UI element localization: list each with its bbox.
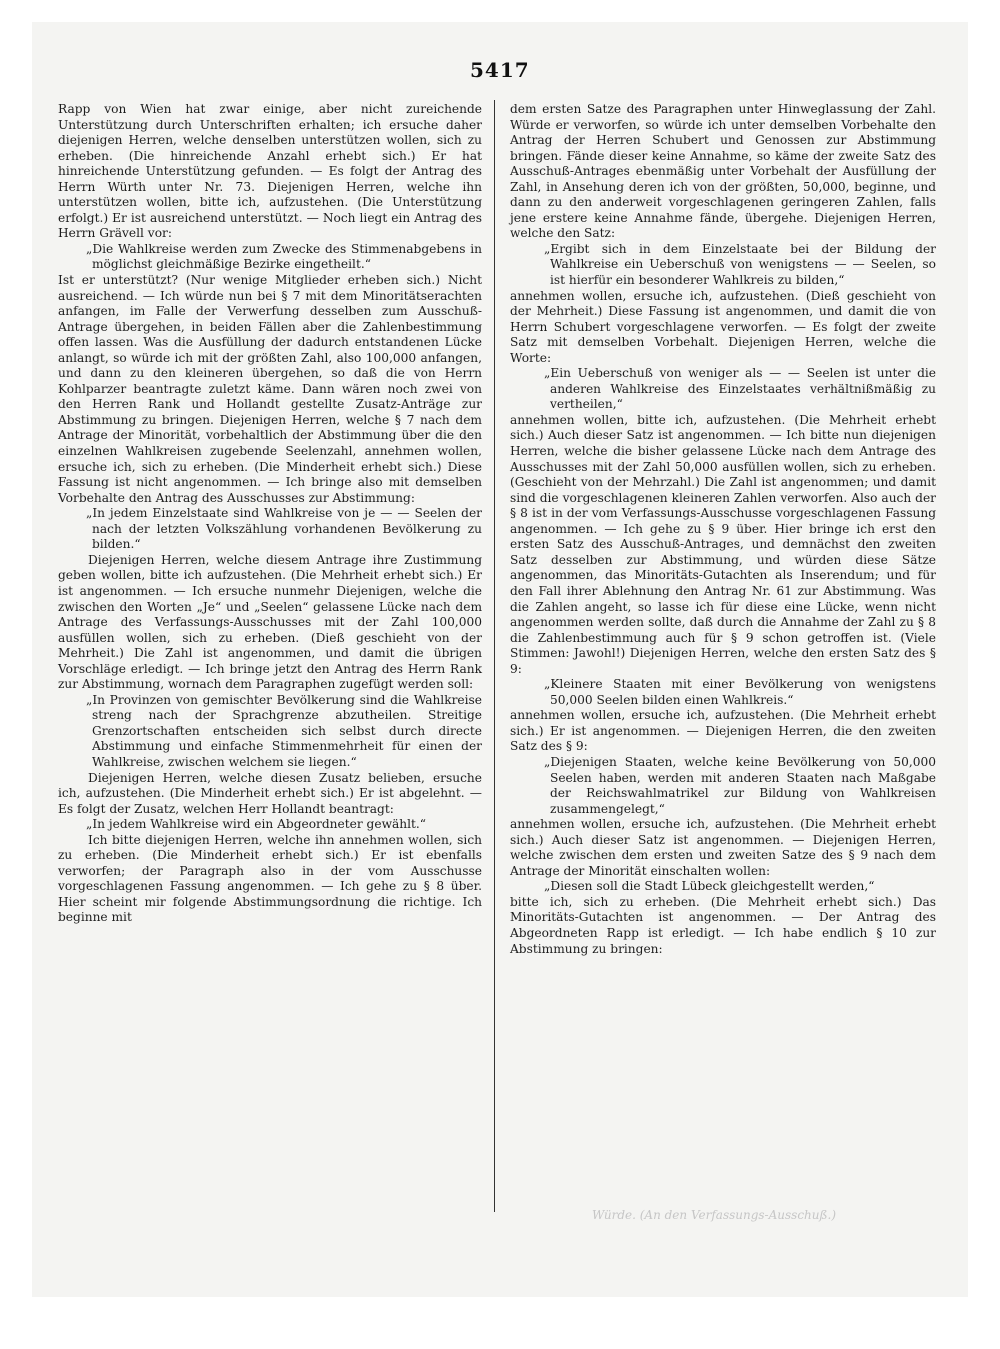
column-divider bbox=[494, 100, 495, 1212]
bleed-through-text: Würde. (An den Verfassungs-Ausschuß.) bbox=[592, 1208, 837, 1222]
paragraph: annehmen wollen, ersuche ich, aufzustehen. (Die Mehrheit erhebt sich.) Auch dieser Satz ist angenommen. — Diejenigen Herren, welche zwischen dem ersten und zweiten Satze des § 9 nach dem Antrage der Minorität einschalten wollen: bbox=[510, 817, 936, 878]
quoted-motion: „Diejenigen Staaten, welche keine Bevölkerung von 50,000 Seelen haben, werden mit anderen Staaten nach Maßgabe der Reichswahlmatrikel zur Bildung von Wahlkreisen zusammengelegt,“ bbox=[544, 754, 936, 816]
quoted-motion: „Ein Ueberschuß von weniger als — — Seelen ist unter die anderen Wahlkreise des Einzelstaates verhältnißmäßig zu vertheilen,“ bbox=[544, 366, 936, 412]
quoted-motion: „In Provinzen von gemischter Bevölkerung sind die Wahlkreise streng nach der Sprachgrenze abzutheilen. Streitige Grenzortschaften entscheiden sich selbst durch directe Abstimmung und einfache Stimmenmehrheit für einen der Wahlkreise, zwischen welchem sie liegen.“ bbox=[86, 692, 482, 769]
quoted-motion: „Die Wahlkreise werden zum Zwecke des Stimmenabgebens in möglichst gleichmäßige Bezirke eingetheilt.“ bbox=[86, 241, 482, 272]
quoted-motion: „Diesen soll die Stadt Lübeck gleichgestellt werden,“ bbox=[544, 879, 875, 894]
quoted-motion: „In jedem Wahlkreise wird ein Abgeordneter gewählt.“ bbox=[86, 817, 427, 832]
page-number: 5417 bbox=[470, 58, 530, 82]
paragraph: Rapp von Wien hat zwar einige, aber nicht zureichende Unterstützung durch Unterschriften erhalten; ich ersuche daher diejenigen Herren, welche denselben unterstützen wollen, sich zu erheben. (Die hinreichende Anzahl erhebt sich.) Er hat hinreichende Unterstützung gefunden. — Es folgt der Antrag des Herrn Würth unter Nr. 73. Diejenigen Herren, welche ihn unterstützen wollen, bitte ich, aufzustehen. (Die Unterstützung erfolgt.) Er ist ausreichend unterstützt. — Noch liegt ein Antrag des Herrn Grävell vor: bbox=[58, 102, 482, 241]
paragraph: Ich bitte diejenigen Herren, welche ihn annehmen wollen, sich zu erheben. (Die Minderheit erhebt sich.) Er ist ebenfalls verworfen; der Paragraph also in der vom Ausschusse vorgeschlagenen Fassung angenommen. — Ich gehe zu § 8 über. Hier scheint mir folgende Abstimmungsordnung die richtige. Ich beginne mit bbox=[58, 832, 482, 925]
right-column bbox=[510, 102, 936, 957]
quoted-motion: „Kleinere Staaten mit einer Bevölkerung von wenigstens 50,000 Seelen bilden einen Wahlkreis.“ bbox=[544, 677, 936, 707]
left-column bbox=[58, 102, 482, 926]
paragraph: annehmen wollen, bitte ich, aufzustehen. (Die Mehrheit erhebt sich.) Auch dieser Satz ist angenommen. — Ich bitte nun diejenigen Herren, welche die bisher gelassene Lücke nach dem Antrage des Ausschusses mit der Zahl 50,000 ausfüllen wollen, sich zu erheben. (Geschieht von der Mehrzahl.) Die Zahl ist angenommen; und damit sind die vorgeschlagenen kleineren Zahlen verworfen. Also auch der § 8 ist in der vom Verfassungs-Ausschusse vorgeschlagenen Fassung angenommen. — Ich gehe zu § 9 über. Hier bringe ich erst den ersten Satz des Ausschuß-Antrages, und demnächst den zweiten Satz desselben zur Abstimmung, und würden diese Sätze angenommen, das Minoritäts-Gutachten als Inserendum; und für den Fall ihrer Ablehnung den Antrag Nr. 61 zur Abstimmung. Was die Zahlen angeht, so lasse ich für diese eine Lücke, wenn nicht angenommen werden sollte, daß durch die Annahme der Zahl zu § 8 die Zahlenbestimmung auch für § 9 schon getroffen ist. (Viele Stimmen: Jawohl!) Diejenigen Herren, welche den ersten Satz des § 9: bbox=[510, 412, 936, 676]
quoted-motion: „In jedem Einzelstaate sind Wahlkreise von je — — Seelen der nach der letzten Volkszählung vorhandenen Bevölkerung zu bilden.“ bbox=[86, 506, 482, 552]
paragraph: bitte ich, sich zu erheben. (Die Mehrheit erhebt sich.) Das Minoritäts-Gutachten ist angenommen. — Der Antrag des Abgeordneten Rapp ist erledigt. — Ich habe endlich § 10 zur Abstimmung zu bringen: bbox=[510, 894, 936, 956]
paragraph: dem ersten Satze des Paragraphen unter Hinweglassung der Zahl. Würde er verworfen, so würde ich unter demselben Vorbehalte den Antrag der Herren Schubert und Genossen zur Abstimmung bringen. Fände dieser keine Annahme, so käme der zweite Satz des Ausschuß-Antrages ebenmäßig unter Vorbehalt der Ausfüllung der Zahl, in Ansehung deren ich von der größten, 50,000, beginne, und dann zu den anderweit vorgeschlagenen geringeren Zahlen, falls jene erstere keine Annahme fände, übergehe. Diejenigen Herren, welche den Satz: bbox=[510, 102, 936, 241]
paragraph: annehmen wollen, ersuche ich, aufzustehen. (Dieß geschieht von der Mehrheit.) Diese Fassung ist angenommen, und damit die von Herrn Schubert vorgeschlagene verworfen. — Es folgt der zweite Satz mit demselben Vorbehalt. Diejenigen Herren, welche die Worte: bbox=[510, 288, 936, 365]
paragraph: annehmen wollen, ersuche ich, aufzustehen. (Die Mehrheit erhebt sich.) Er ist angenommen. — Diejenigen Herren, die den zweiten Satz des § 9: bbox=[510, 708, 936, 754]
paragraph: Diejenigen Herren, welche diesen Zusatz belieben, ersuche ich, aufzustehen. (Die Minderheit erhebt sich.) Er ist abgelehnt. — Es folgt der Zusatz, welchen Herr Hollandt beantragt: bbox=[58, 770, 482, 816]
paragraph: Ist er unterstützt? (Nur wenige Mitglieder erheben sich.) Nicht ausreichend. — Ich würde nun bei § 7 mit dem Minoritätserachten anfangen, im Falle der Verwerfung desselben zum Ausschuß-Antrage übergehen, in beiden Fällen aber die Zahlenbestimmung offen lassen. Was die Ausfüllung der dadurch entstandenen Lücke anlangt, so würde ich mit der größten Zahl, also 100,000 anfangen, und dann zu den kleineren übergehen, so daß die von Herrn Kohlparzer beantragte zuletzt käme. Dann wären noch zwei von den Herren Rank und Hollandt gestellte Zusatz-Anträge zur Abstimmung zu bringen. Diejenigen Herren, welche § 7 nach dem Antrage der Minorität, vorbehaltlich der Abstimmung über die den einzelnen Wahlkreisen zugebende Seelenzahl, annehmen wollen, ersuche ich, sich zu erheben. (Die Minderheit erhebt sich.) Diese Fassung ist nicht angenommen. — Ich bringe also mit demselben Vorbehalte den Antrag des Ausschusses zur Abstimmung: bbox=[58, 273, 482, 505]
quoted-motion: „Ergibt sich in dem Einzelstaate bei der Bildung der Wahlkreise ein Ueberschuß von wenigstens — — Seelen, so ist hierfür ein besonderer Wahlkreis zu bilden,“ bbox=[544, 241, 936, 288]
paragraph: Diejenigen Herren, welche diesem Antrage ihre Zustimmung geben wollen, bitte ich aufzustehen. (Die Mehrheit erhebt sich.) Er ist angenommen. — Ich ersuche nunmehr Diejenigen, welche die zwischen den Worten „Je“ und „Seelen“ gelassene Lücke nach dem Antrage des Verfassungs-Ausschusses mit der Zahl 100,000 ausfüllen wollen, sich zu erheben. (Dieß geschieht von der Mehrheit.) Die Zahl ist angenommen, und damit die übrigen Vorschläge erledigt. — Ich bringe jetzt den Antrag des Herrn Rank zur Abstimmung, wornach dem Paragraphen zugefügt werden soll: bbox=[58, 552, 482, 692]
